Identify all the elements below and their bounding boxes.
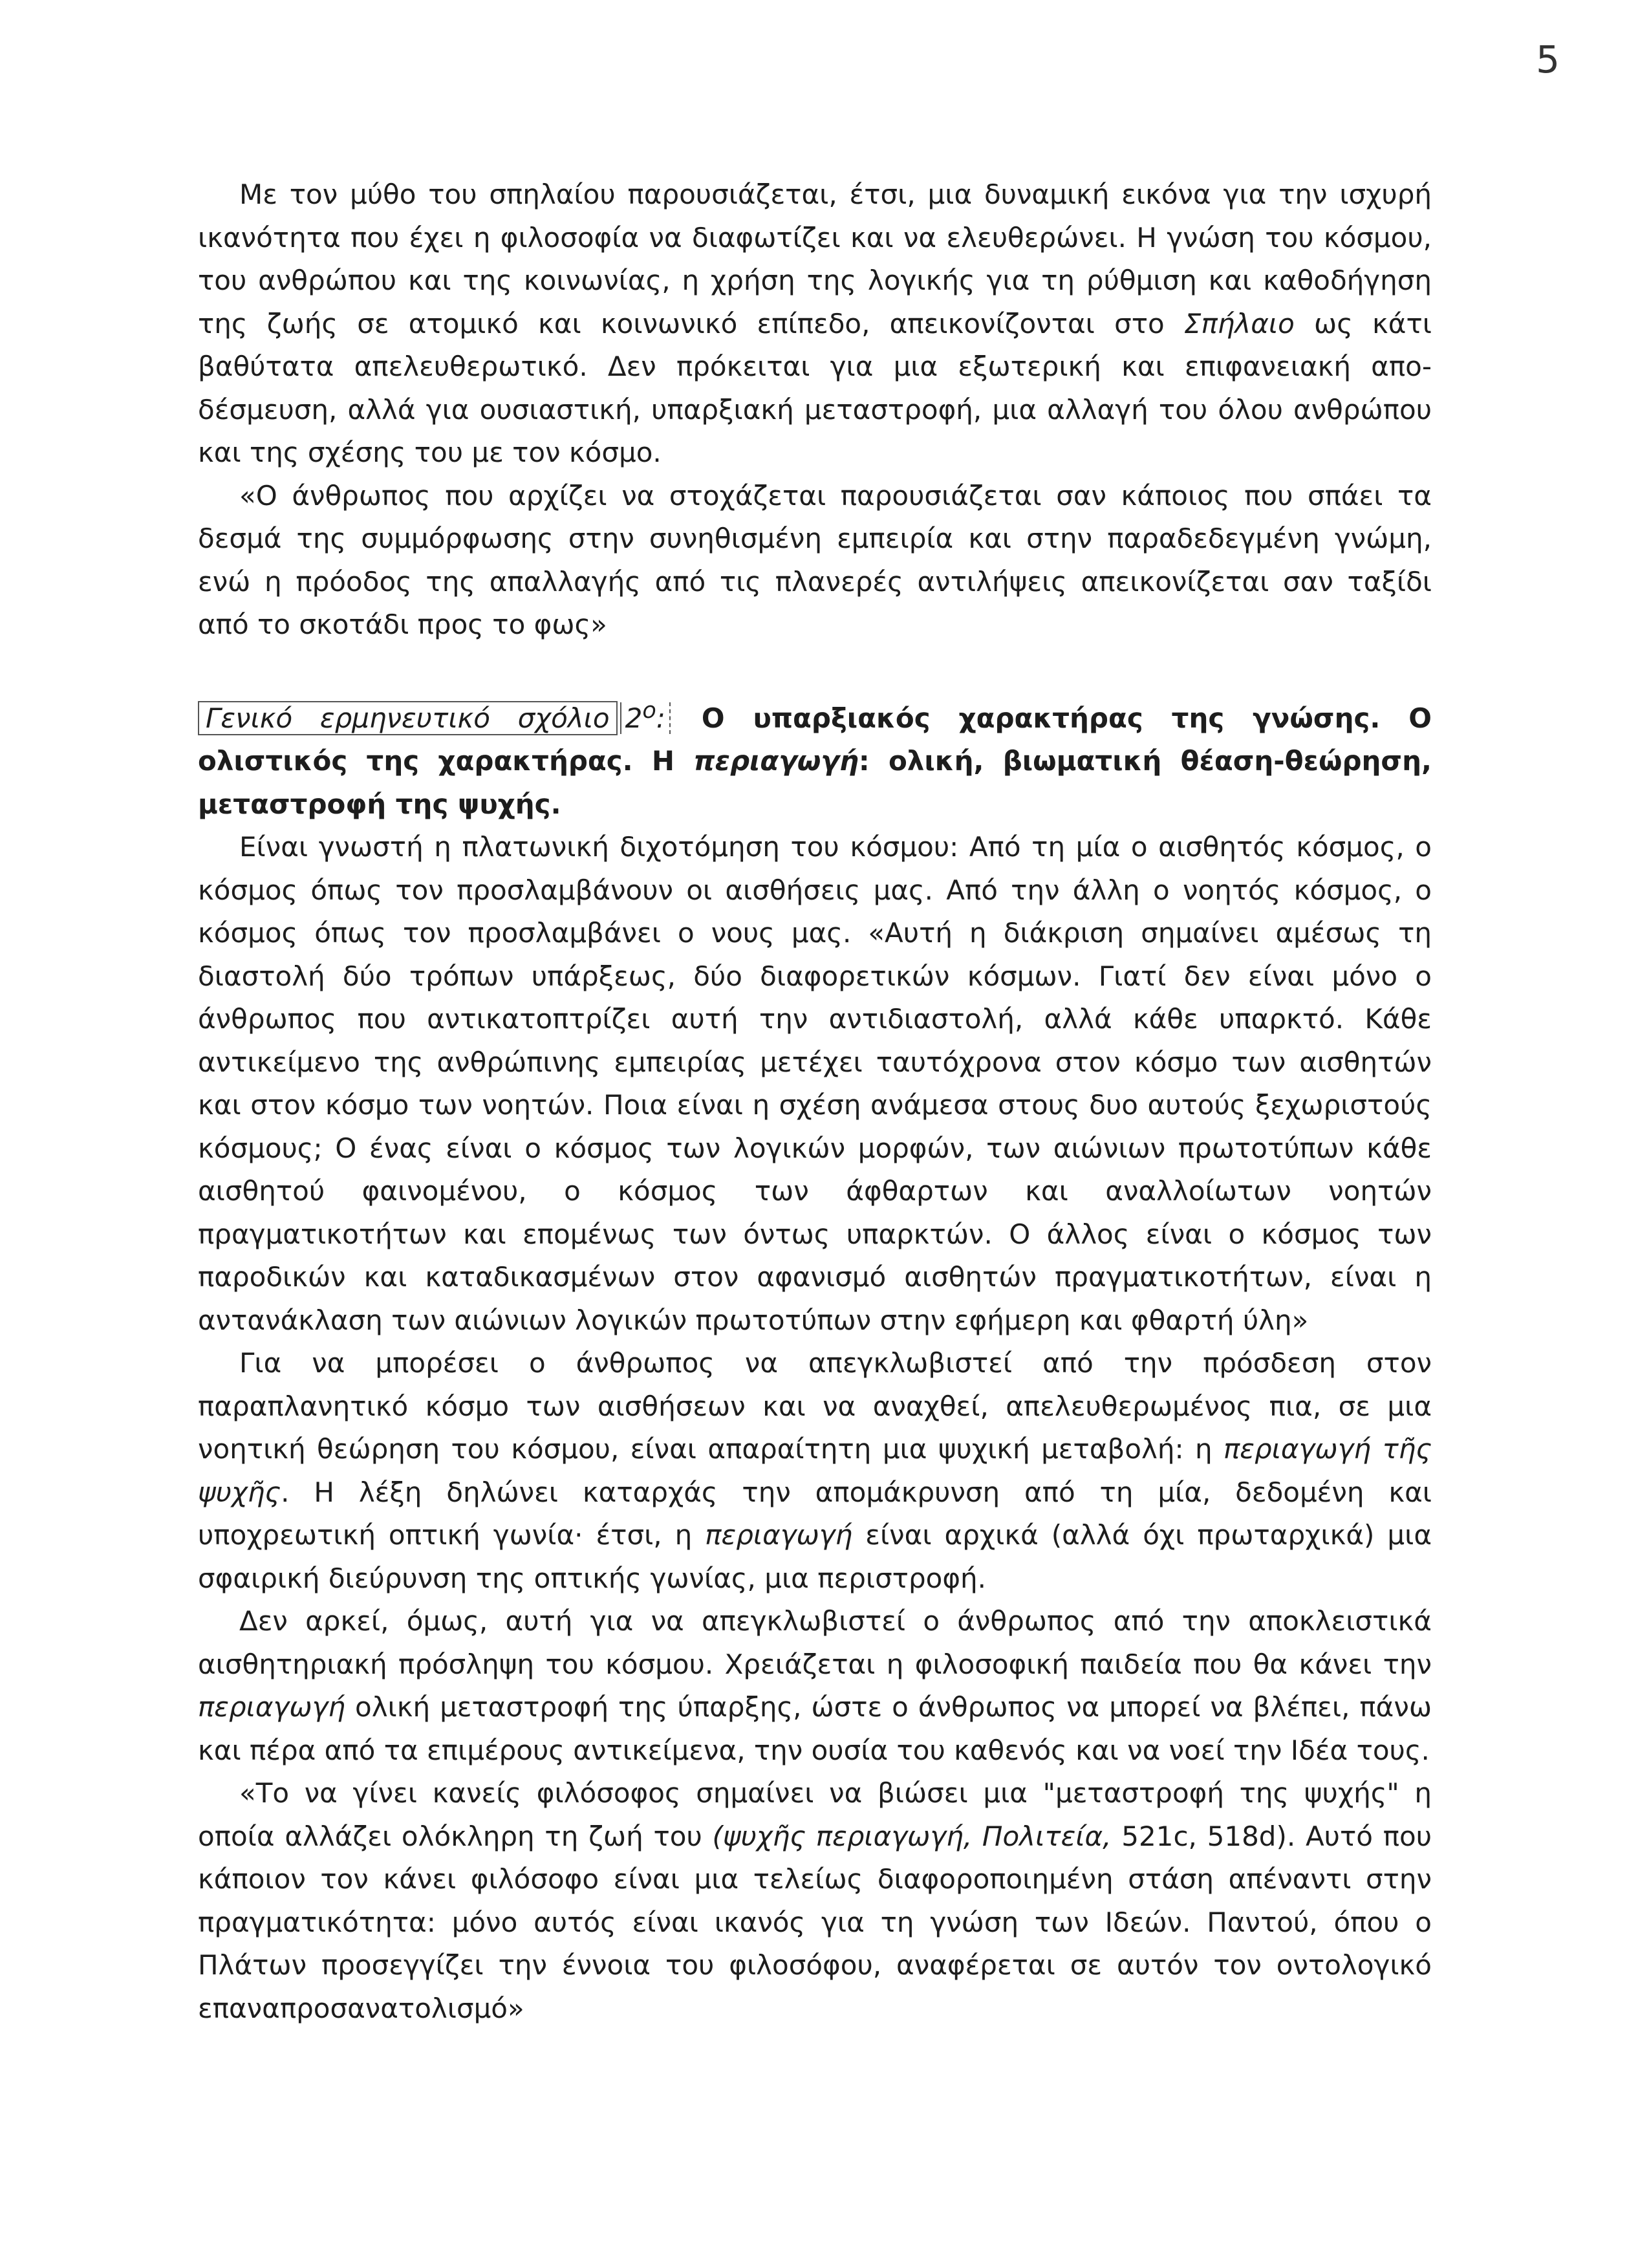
paragraph-quote-philosopher: «Το να γίνει κανείς φιλόσοφος σημαίνει να βιώσει μια "μεταστροφή της ψυχής" η οποία αλλάζει ολόκληρη τη ζωή του (ψυχῆς περιαγωγή, Πολιτεία, 521c, 518d). Αυτό που κάποιον τον κάνει φιλόσοφο είναι μια τελείως διαφοροποιημένη στάση απέναντι στην πραγματικότητα: μόνο αυτός είναι ικανός για τη γνώση των Ιδεών. Παντού, όπου ο Πλάτων προσεγγίζει την έννοια του φιλοσόφου, αναφέρεται σε αυτόν τον οντολογικό επαναπροσανατολισμό»: [198, 1777, 1432, 2024]
paragraph-platonic-dichotomy: Είναι γνωστή η πλατωνική διχοτόμηση του κόσμου: Από τη μία ο αισθητός κόσμος, ο κόσμος όπως τον προσλαμβάνουν οι αισθήσεις μας. Από την άλλη ο νοητός κόσμος, ο κόσμος όπως τον προσλαμβάνει ο νους μας. «Αυτή η διάκριση σημαίνει αμέσως τη διαστολή δύο τρόπων υπάρξεως, δύο διαφορετικών κόσμων. Γιατί δεν είναι μόνο ο άνθρωπος που αντικατοπτρίζει αυτή την αντιδιαστολή, αλλά κάθε υπαρκτό. Κάθε αντικείμενο της ανθρώπινης εμπειρίας μετέχει ταυτόχρονα στον κόσμο των αισθητών και στον κόσμο των νοητών. Ποια είναι η σχέση ανάμεσα στους δυο αυτούς ξεχωριστούς κόσμους; Ο ένας είναι ο κόσμος των λογικών μορφών, των αιώνιων πρωτοτύπων κάθε αισθητού φαινομένου, ο κόσμος των άφθαρτων και αναλλοίωτων νοητών πραγματικοτήτων και επομένως των όντως υπαρκτών. Ο άλλος είναι ο κόσμος των παροδικών και καταδικασμένων στον αφανισμό αισθητών πραγματικοτήτων, είναι η αντανάκλαση των αιώνιων λογικών πρωτοτύπων στην εφήμερη και φθαρτή ύλη»: [198, 831, 1432, 1336]
paragraph-periagogi: Για να μπορέσει ο άνθρωπος να απεγκλωβιστεί από την πρόσδεση στον παραπλανητικό κόσμο των αισθήσεων και να αναχθεί, απελευθερωμένος πια, σε μια νοητική θεώρηση του κόσμου, είναι απαραίτητη μια ψυχική μεταβολή: η περιαγωγή τῆς ψυχῆς. Η λέξη δηλώνει καταρχάς την απομάκρυνση από τη μία, δεδομένη και υποχρεωτική οπτική γωνία· έτσι, η περιαγωγή είναι αρχικά (αλλά όχι πρωταρχικά) μια σφαιρική διεύρυνση της οπτικής γωνίας, μια περιστροφή.: [198, 1347, 1432, 1594]
spacer: [198, 647, 1432, 689]
emphasis-citation: (ψυχῆς περιαγωγή, Πολιτεία,: [712, 1820, 1112, 1852]
emphasis-periagogi-3: περιαγωγή: [198, 1691, 346, 1723]
emphasis-periagogi-2: περιαγωγή: [705, 1519, 853, 1551]
section-heading: Γενικό ερμηνευτικό σχόλιο $2^o$: Ο υπαρξιακός χαρακτήρας της γνώσης. Ο ολιστικός της χαρακτήρας. Η περιαγωγή: ολική, βιωματική θέαση-θεώρηση, μεταστροφή της ψυχής.: [198, 697, 1432, 820]
page-number: 5: [1536, 38, 1560, 81]
heading-number-box: $2^o$:: [620, 702, 671, 734]
emphasis-periagogi-psychis: περιαγωγή τῆς ψυχῆς: [198, 1433, 1432, 1508]
heading-label-box: Γενικό ερμηνευτικό σχόλιο: [198, 701, 618, 735]
emphasis-spilaio: Σπήλαιο: [1183, 307, 1295, 340]
paragraph-cave-myth: Με τον μύθο του σπηλαίου παρουσιάζεται, έτσι, μια δυναμική εικόνα για την ισχυρή ικανότητα που έχει η φιλοσοφία να διαφωτίζει και να ελευθερώνει. Η γνώση του κόσμου, του ανθρώπου και της κοινωνίας, η χρήση της λογικής για τη ρύθμιση και καθοδήγηση της ζωής σε ατομικό και κοινωνικό επίπεδο, απεικονίζονται στο Σπήλαιο ως κάτι βαθύτατα απελευθερωτικό. Δεν πρόκειται για μια εξωτερική και επιφανειακή απο-δέσμευση, αλλά για ουσιαστική, υπαρξιακή μεταστροφή, μια αλλαγή του όλου ανθρώπου και της σχέσης του με τον κόσμο.: [198, 178, 1432, 468]
paragraph-quote-thinker: «Ο άνθρωπος που αρχίζει να στοχάζεται παρουσιάζεται σαν κάποιος που σπάει τα δεσμά της συμμόρφωσης στην συνηθισμένη εμπειρία και στην παραδεδεγμένη γνώμη, ενώ η πρόοδος της απαλλαγής από τις πλανερές αντιλήψεις απεικονίζεται σαν ταξίδι από το σκοτάδι προς το φως»: [198, 479, 1432, 640]
heading-emphasis-periagogi: περιαγωγή: [693, 745, 859, 777]
paragraph-philosophical-education: Δεν αρκεί, όμως, αυτή για να απεγκλωβιστεί ο άνθρωπος από την αποκλειστικά αισθητηριακή πρόσληψη του κόσμου. Χρειάζεται η φιλοσοφική παιδεία που θα κάνει την περιαγωγή ολική μεταστροφή της ύπαρξης, ώστε ο άνθρωπος να μπορεί να βλέπει, πάνω και πέρα από τα επιμέρους αντικείμενα, την ουσία του καθενός και να νοεί την Ιδέα τους.: [198, 1605, 1432, 1766]
document-body: [198, 173, 1432, 2030]
